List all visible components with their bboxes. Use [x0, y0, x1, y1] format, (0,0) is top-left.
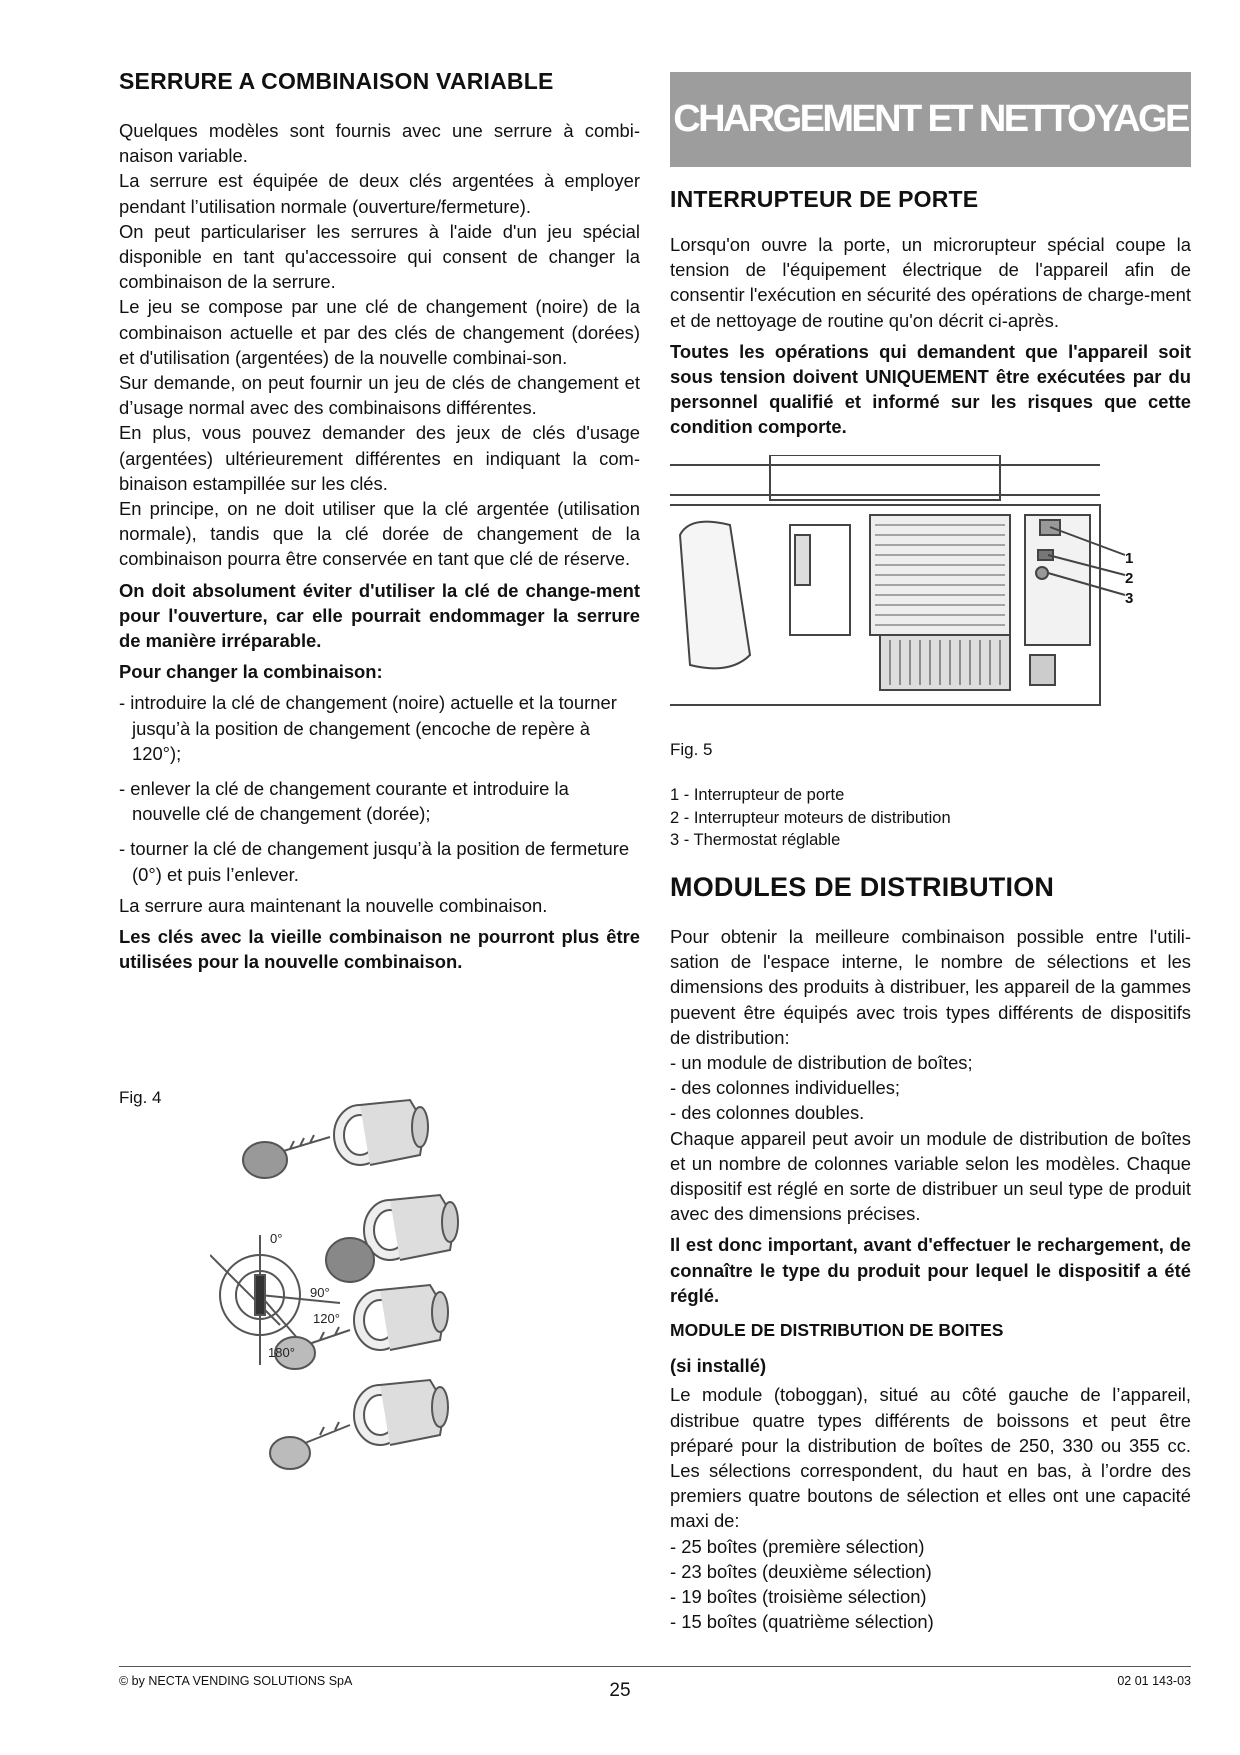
warning-text: On doit absolument éviter d'utiliser la clé de change-ment pour l'ouverture, car elle pourrait endommager la serrure de manière irréparable. [119, 579, 640, 652]
section-title-modules: MODULES DE DISTRIBUTION [670, 872, 1055, 902]
paragraph: La serrure aura maintenant la nouvelle combinaison. [119, 894, 548, 916]
paragraph: La serrure est équipée de deux clés argentées à employer pendant l’utilisation normale (ouverture/fermeture). [119, 170, 640, 217]
warning-text: Les clés avec la vieille combinaison ne pourront plus être utilisées pour la nouvelle combinaison. [119, 926, 640, 973]
list-item: - 15 boîtes (quatrième sélection) [670, 1611, 934, 1633]
paragraph: On peut particulariser les serrures à l'aide d'un jeu spécial disponible en tant qu'accessoire qui consent de changer la combinaison de la serrure. [119, 220, 640, 293]
section-title-serrure: SERRURE A COMBINAISON VARIABLE [119, 68, 554, 94]
warning-text: Toutes les opérations qui demandent que l'appareil soit sous tension doivent UNIQUEMENT être exécutées par du personnel qualifié et informé sur les risques que cette condition comporte. [670, 340, 1191, 438]
footer-divider [119, 1666, 1191, 1667]
list-item: - un module de distribution de boîtes; [670, 1052, 973, 1074]
footer-copyright: © by NECTA VENDING SOLUTIONS SpA [119, 1674, 353, 1688]
page-number: 25 [609, 1680, 631, 1701]
lock-keys-illustration [210, 1085, 470, 1645]
callout-number: 3 [1125, 590, 1134, 607]
footer-docref: 02 01 143-03 [1117, 1674, 1191, 1688]
step-item: - tourner la clé de changement jusqu’à la position de fermeture (0°) et puis l’enlever. [119, 838, 630, 885]
step-item: - introduire la clé de changement (noire) actuelle et la tourner jusqu’à la position de changement (encoche de repère à 120°); [119, 692, 617, 764]
angle-label: 120° [313, 1311, 340, 1326]
figure-label: Fig. 4 [119, 1088, 162, 1107]
howto-heading: Pour changer la combinaison: [119, 661, 383, 683]
list-item: - des colonnes doubles. [670, 1102, 865, 1124]
list-item: - 23 boîtes (deuxième sélection) [670, 1560, 932, 1582]
angle-label: 180° [268, 1345, 295, 1360]
machine-interior-illustration [670, 455, 1140, 715]
step-item: - enlever la clé de changement courante et introduire la nouvelle clé de changement (dorée); [119, 778, 569, 825]
paragraph: Lorsqu'on ouvre la porte, un microrupteur spécial coupe la tension de l'équipement électrique de l'appareil afin de consentir l'exécution en sécurité des opérations de charge-ment et de nettoyage de routine qu'on décrit ci-après. [670, 234, 1191, 331]
list-item: - des colonnes individuelles; [670, 1077, 901, 1099]
paragraph: En principe, on ne doit utiliser que la clé argentée (utilisation normale), tandis que la clé dorée de changement de la combinaison pourra être conservée en tant que clé de réserve. [119, 498, 640, 570]
subheading: (si installé) [670, 1355, 767, 1377]
paragraph: Le module (toboggan), situé au côté gauche de l’appareil, distribue quatre types différents de boissons et peut être préparé pour la distribution de boîtes de 250, 330 ou 355 cc. Les sélections correspondent, du haut en bas, à l’ordre des premiers quatre boutons de sélection et elles ont une capacité maxi de: [670, 1384, 1191, 1532]
list-item: - 19 boîtes (troisième sélection) [670, 1586, 927, 1608]
paragraph: Quelques modèles sont fournis avec une serrure à combi-naison variable. [119, 120, 640, 167]
paragraph: Sur demande, on peut fournir un jeu de clés de changement et d’usage normal avec des combinaisons différentes. [119, 372, 640, 419]
subheading: MODULE DE DISTRIBUTION DE BOITES [670, 1320, 1004, 1341]
callout-number: 2 [1125, 570, 1134, 587]
callout-number: 1 [1125, 550, 1134, 567]
paragraph: Chaque appareil peut avoir un module de distribution de boîtes et un nombre de colonnes variable selon les modèles. Chaque dispositif est réglé en sorte de distribuer un seul type de produit avec des dimensions précises. [670, 1127, 1191, 1225]
paragraph: Pour obtenir la meilleure combinaison possible entre l'utili-sation de l'espace interne, le nombre de sélections et les dimensions des produits à distribuer, les appareil de la gammes puevent être équipés avec trois types différents de dispositifs de distribution: [670, 926, 1191, 1048]
angle-label: 0° [270, 1231, 283, 1246]
warning-text: Il est donc important, avant d'effectuer le rechargement, de connaître le type du produit pour lequel le dispositif a été réglé. [670, 1234, 1191, 1306]
paragraph: En plus, vous pouvez demander des jeux de clés d'usage (argentées) ultérieurement différentes en indiquant la com-binaison estampillée sur les clés. [119, 422, 640, 494]
figure-label: Fig. 5 [670, 740, 713, 759]
figure-legend [670, 784, 951, 852]
legend-item: 2 - Interrupteur moteurs de distribution [670, 808, 951, 827]
paragraph: Le jeu se compose par une clé de changement (noire) de la combinaison actuelle et par des clés de changement (dorées) et d'utilisation (argentées) de la nouvelle combinai-son. [119, 296, 640, 368]
legend-item: 3 - Thermostat réglable [670, 831, 841, 849]
angle-label: 90° [310, 1285, 330, 1300]
legend-item: 1 - Interrupteur de porte [670, 786, 845, 804]
list-item: - 25 boîtes (première sélection) [670, 1535, 925, 1557]
section-title-interrupteur: INTERRUPTEUR DE PORTE [670, 186, 979, 212]
chapter-banner: CHARGEMENT ET NETTOYAGE [670, 72, 1191, 167]
